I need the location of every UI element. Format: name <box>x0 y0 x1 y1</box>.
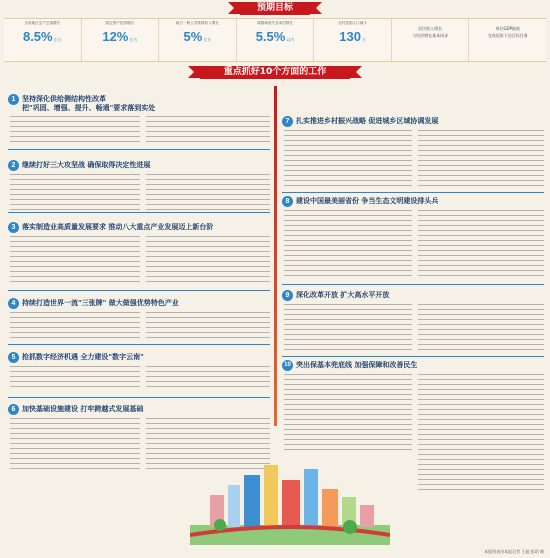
item-body-text <box>10 366 140 388</box>
item-5 <box>8 352 270 380</box>
item-number: 8 <box>282 196 293 207</box>
target-label: 全省地区生产总值增长 <box>24 21 61 25</box>
target-value: 12% <box>102 29 129 44</box>
expected-targets-banner: 预期目标 <box>240 2 310 15</box>
divider <box>282 284 544 285</box>
item-6 <box>8 404 270 454</box>
target-label: 城镇调查失业率控制在 <box>257 21 293 25</box>
target-unit: 万 <box>361 37 366 42</box>
divider <box>8 290 270 291</box>
divider <box>282 356 544 357</box>
ten-tasks-banner: 重点抓好10个方面的工作 <box>200 66 350 79</box>
item-number: 9 <box>282 290 293 301</box>
target-value: 8.5% <box>22 29 53 44</box>
item-title: 坚持深化供给侧结构性改革 <box>22 95 106 103</box>
target-value: 5% <box>183 29 203 44</box>
item-number: 7 <box>282 116 293 127</box>
item-title: 建设中国最美丽省份 争当生态文明建设排头兵 <box>296 197 439 205</box>
divider <box>8 149 270 150</box>
target-gdp <box>4 19 82 61</box>
item-body-text <box>418 210 544 278</box>
target-investment <box>82 19 160 61</box>
item-body-text <box>146 366 270 388</box>
item-number: 4 <box>8 298 19 309</box>
item-body-text <box>146 236 270 282</box>
item-title: 深化改革开放 扩大高水平开放 <box>296 291 390 299</box>
item-body-text <box>10 236 140 282</box>
divider <box>8 344 270 345</box>
item-body-text <box>10 174 140 210</box>
target-unit: 左右 <box>53 37 62 42</box>
divider <box>8 212 270 213</box>
item-body-text <box>418 130 544 190</box>
item-title: 突出保基本兜底线 加强保障和改善民生 <box>296 361 418 369</box>
item-9 <box>282 290 544 350</box>
item-body-text <box>418 304 544 350</box>
item-body-text <box>418 374 544 494</box>
target-unit: 以内 <box>286 37 295 42</box>
item-4 <box>8 298 270 332</box>
item-title: 抢抓数字经济机遇 全力建设"数字云南" <box>22 353 144 361</box>
item-body-text <box>10 116 140 146</box>
target-label: 地方一般公共预算收入增长 <box>175 21 219 25</box>
target-label: 固定资产投资增长 <box>105 21 135 25</box>
item-3 <box>8 222 270 282</box>
item-body-text <box>284 210 412 278</box>
target-poverty <box>314 19 392 61</box>
item-title: 继续打好三大攻坚战 确保取得决定性进展 <box>22 161 151 169</box>
item-number: 5 <box>8 352 19 363</box>
item-title: 加快基础设施建设 打牢跨越式发展基础 <box>22 405 144 413</box>
divider <box>282 192 544 193</box>
target-value: 130 <box>339 29 361 44</box>
city-skyline-illustration <box>190 455 390 545</box>
item-2 <box>8 160 270 200</box>
item-body-text <box>146 312 270 338</box>
targets-row <box>4 18 546 62</box>
item-body-text <box>146 174 270 210</box>
item-1 <box>8 94 270 148</box>
item-body-text <box>146 116 270 146</box>
item-number: 10 <box>282 360 293 371</box>
target-income <box>392 19 470 61</box>
target-label: 农村贫困人口减少 <box>338 21 367 25</box>
target-text: 与经济增长基本同步 <box>412 33 449 38</box>
target-value: 5.5% <box>255 29 286 44</box>
item-number: 2 <box>8 160 19 171</box>
target-unemployment <box>237 19 315 61</box>
item-number: 3 <box>8 222 19 233</box>
item-7 <box>282 116 544 184</box>
divider <box>8 397 270 398</box>
center-spine <box>274 86 277 426</box>
item-title: 落实制造业高质量发展要求 推动八大重点产业发展迈上新台阶 <box>22 223 214 231</box>
credit-footer: 本报图表由本报记者 王超 彭玥 制 <box>484 549 544 554</box>
target-text: 完成国家下达目标任务 <box>487 33 528 38</box>
item-body-text <box>284 304 412 350</box>
item-title: 持续打造世界一流"三张牌" 做大做强优势特色产业 <box>22 299 179 307</box>
target-unit: 左右 <box>129 37 138 42</box>
item-body-text <box>10 312 140 338</box>
target-label: 单位GDP能耗 <box>495 26 521 31</box>
item-10 <box>282 360 544 460</box>
item-title: 扎实推进乡村振兴战略 促进城乡区域协调发展 <box>296 117 439 125</box>
target-revenue <box>159 19 237 61</box>
item-body-text <box>10 418 140 470</box>
item-body-text <box>284 130 412 190</box>
target-unit: 左右 <box>203 37 212 42</box>
target-label: 居民收入增长 <box>418 26 443 31</box>
item-number: 1 <box>8 94 19 105</box>
item-subtitle: 把"巩固、增强、提升、畅通"要求落到实处 <box>22 104 156 112</box>
item-8 <box>282 196 544 276</box>
target-energy <box>469 19 546 61</box>
item-body-text <box>284 374 412 454</box>
item-number: 6 <box>8 404 19 415</box>
